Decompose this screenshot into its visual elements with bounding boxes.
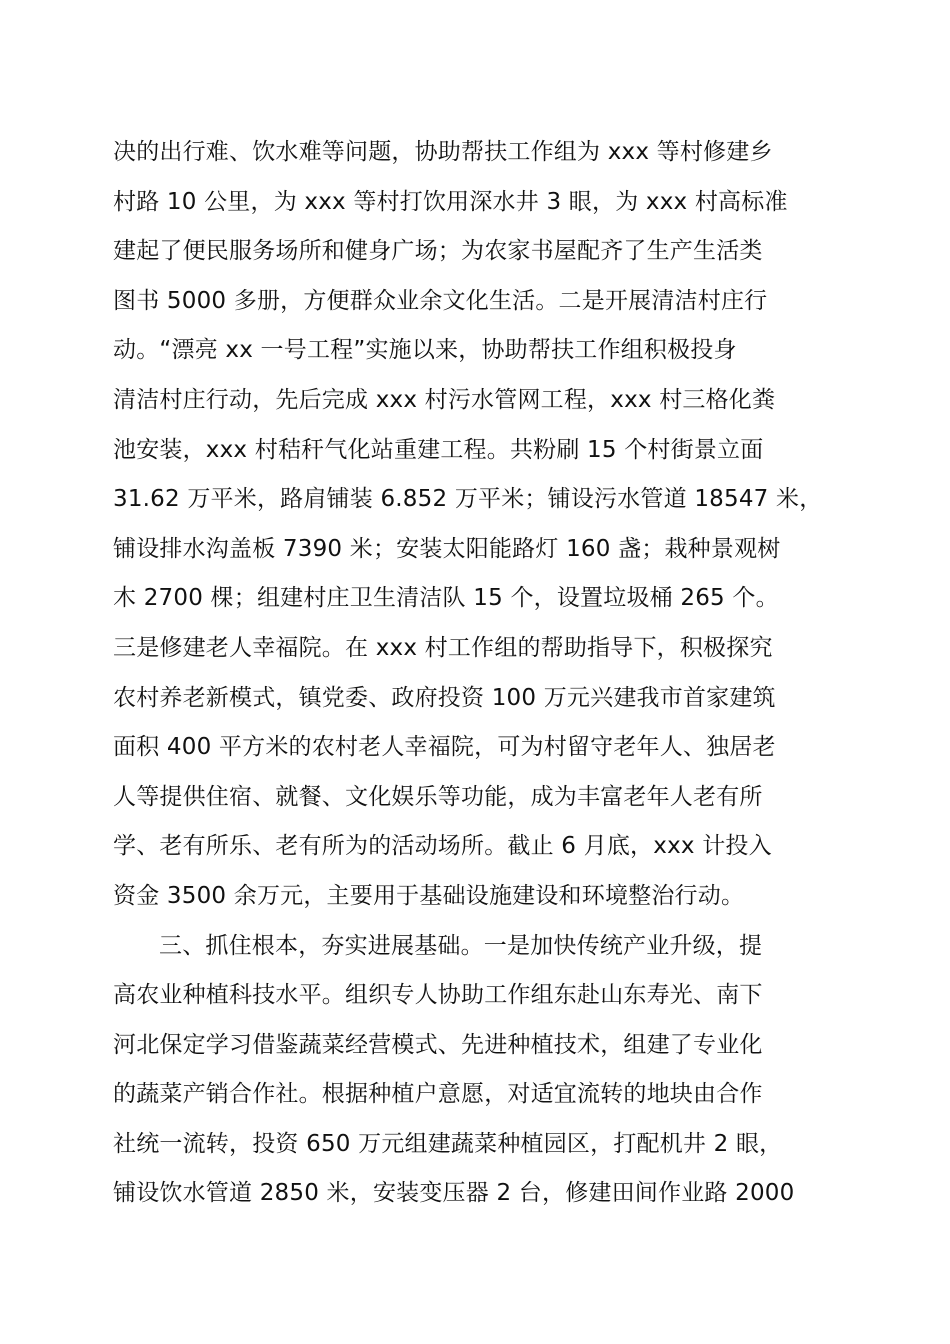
text-line: 面积 400 平方米的农村老人幸福院，可为村留守老年人、独居老 [113,734,776,761]
text-line: 池安装，xxx 村秸秆气化站重建工程。共粉刷 15 个村街景立面 [113,436,764,463]
text-line: 学、老有所乐、老有所为的活动场所。截止 6 月底，xxx 计投入 [113,833,772,860]
text-line: 人等提供住宿、就餐、文化娱乐等功能，成为丰富老年人老有所 [113,783,763,810]
text-line: 河北保定学习借鉴蔬菜经营模式、先进种植技术，组建了专业化 [113,1031,763,1058]
text-line: 村路 10 公里，为 xxx 等村打饮用深水井 3 眼，为 xxx 村高标准 [113,188,788,215]
text-line: 图书 5000 多册，方便群众业余文化生活。二是开展清洁村庄行 [113,287,768,314]
text-line: 农村养老新模式，镇党委、政府投资 100 万元兴建我市首家建筑 [113,684,776,711]
text-line: 三是修建老人幸福院。在 xxx 村工作组的帮助指导下，积极探究 [113,634,773,661]
text-line: 铺设饮水管道 2850 米，安装变压器 2 台，修建田间作业路 2000 [113,1180,795,1207]
body-text [113,128,853,1219]
text-line: 的蔬菜产销合作社。根据种植户意愿，对适宜流转的地块由合作 [113,1081,763,1108]
text-line: 高农业种植科技水平。组织专人协助工作组东赴山东寿光、南下 [113,982,763,1009]
text-line: 31.62 万平米，路肩铺装 6.852 万平米；铺设污水管道 18547 米， [113,486,823,513]
paragraph-start-line: 三、抓住根本，夯实进展基础。一是加快传统产业升级，提 [159,932,763,959]
text-line: 铺设排水沟盖板 7390 米；安装太阳能路灯 160 盏；栽种景观树 [113,535,781,562]
text-line: 资金 3500 余万元，主要用于基础设施建设和环境整治行动。 [113,882,745,909]
text-line: 建起了便民服务场所和健身广场；为农家书屋配齐了生产生活类 [113,238,763,265]
text-line: 动。“漂亮 xx 一号工程”实施以来，协助帮扶工作组积极投身 [113,337,737,364]
text-line: 决的出行难、饮水难等问题，协助帮扶工作组为 xxx 等村修建乡 [113,139,773,165]
text-line: 清洁村庄行动，先后完成 xxx 村污水管网工程，xxx 村三格化粪 [113,386,776,413]
text-line: 社统一流转，投资 650 万元组建蔬菜种植园区，打配机井 2 眼， [113,1130,783,1157]
text-line: 木 2700 棵；组建村庄卫生清洁队 15 个，设置垃圾桶 265 个。 [113,585,779,612]
